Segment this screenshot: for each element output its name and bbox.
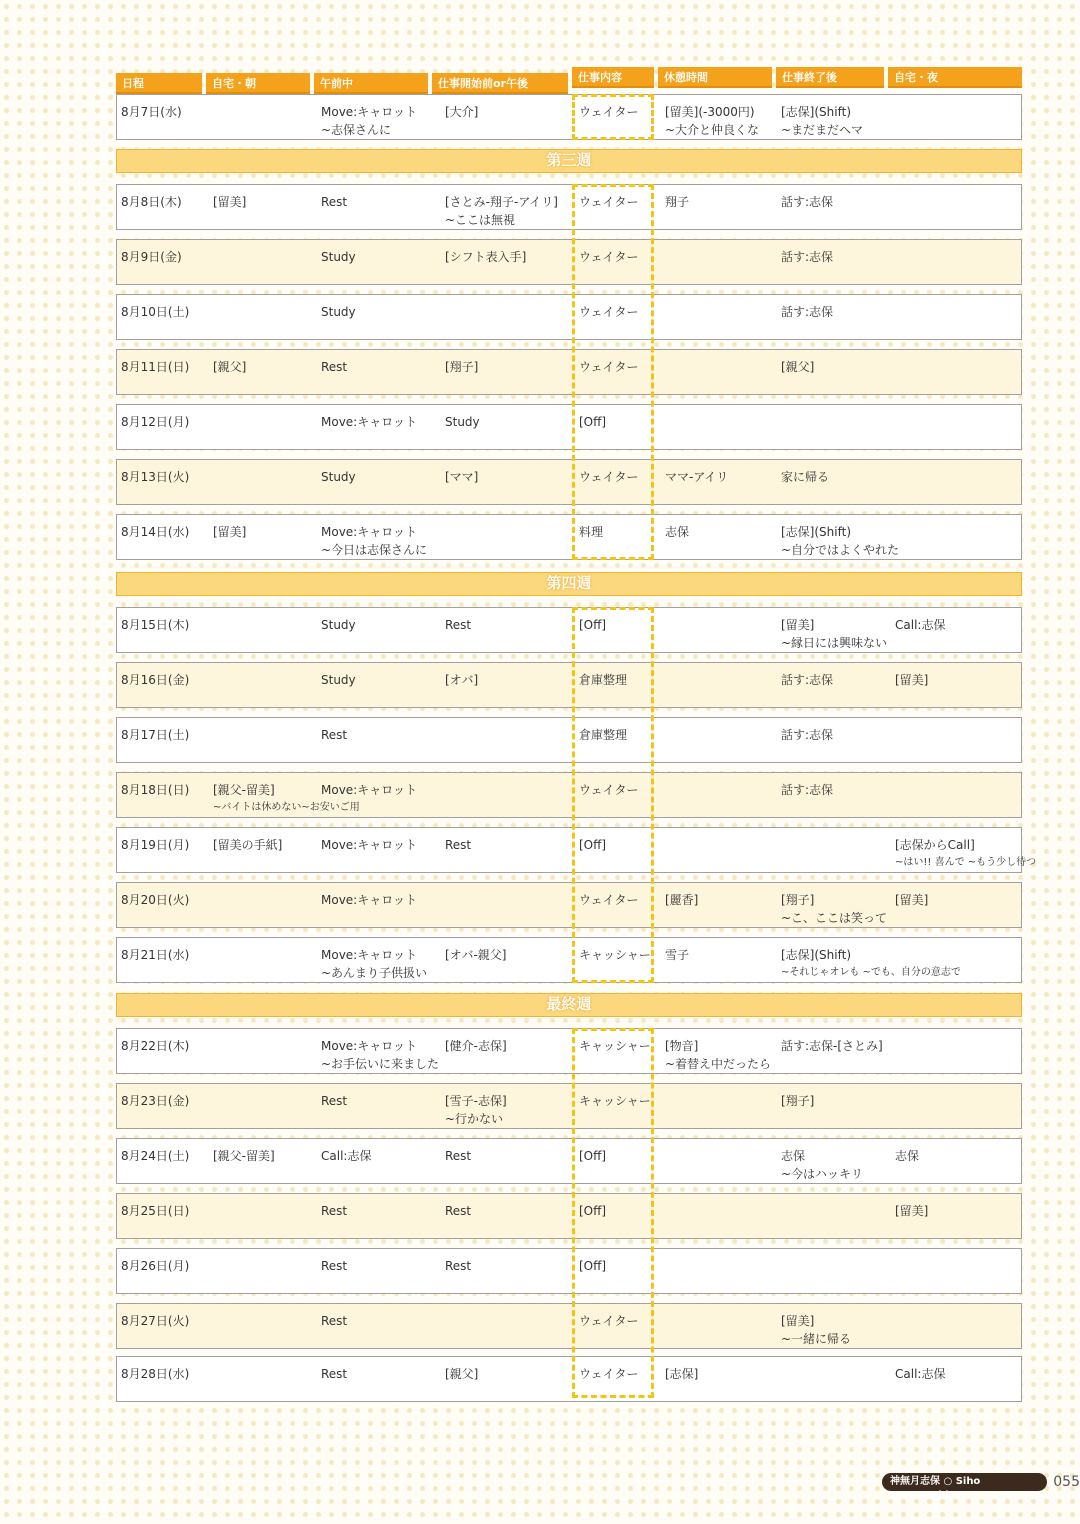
schedule-cell: 志保 <box>895 1149 920 1163</box>
schedule-cell: Rest <box>445 618 472 632</box>
schedule-cell: [翔子] <box>781 1094 815 1108</box>
schedule-row <box>116 1248 1022 1294</box>
schedule-cell: Rest <box>321 1314 348 1328</box>
schedule-cell: 話す:志保 <box>781 673 834 687</box>
schedule-cell: Move:キャロット <box>321 783 417 797</box>
schedule-cell: [留美] ~一緒に帰る <box>781 1314 852 1346</box>
schedule-cell: [Off] <box>579 1259 607 1273</box>
schedule-cell: 話す:志保 <box>781 195 834 209</box>
schedule-cell: [麗香] <box>665 893 699 907</box>
schedule-cell: [雪子-志保] ~行かない <box>445 1094 507 1126</box>
schedule-cell: 8月23日(金) <box>121 1094 190 1108</box>
schedule-cell: [志保](Shift) ~まだまだヘマ <box>781 105 864 137</box>
schedule-row <box>116 827 1037 873</box>
schedule-cell: Study <box>445 415 480 429</box>
schedule-cell: 話す:志保-[さとみ] <box>781 1039 883 1053</box>
schedule-cell: Rest <box>321 728 348 742</box>
schedule-cell: 8月26日(月) <box>121 1259 190 1273</box>
schedule-cell: Study <box>321 250 356 264</box>
schedule-cell: [留美](-3000円) ~大介と仲良くな <box>665 105 760 137</box>
schedule-cell: Move:キャロット <box>321 893 417 907</box>
schedule-cell: [Off] <box>579 1204 607 1218</box>
schedule-cell: ウェイター <box>579 195 639 209</box>
column-header: 日程 <box>116 73 202 94</box>
schedule-cell: [志保] <box>665 1367 699 1381</box>
schedule-row <box>116 717 1022 763</box>
schedule-cell: Rest <box>321 1367 348 1381</box>
schedule-cell: [志保からCall] ~はい!! 喜んで ~もう少し待つ <box>895 838 1037 868</box>
schedule-cell: Call:志保 <box>321 1149 372 1163</box>
schedule-cell: Rest <box>321 1259 348 1273</box>
page-footer <box>882 1473 1080 1501</box>
schedule-row <box>116 1083 1022 1129</box>
schedule-cell: 話す:志保 <box>781 783 834 797</box>
schedule-cell: [留美] <box>895 1204 929 1218</box>
schedule-cell: [オバ] <box>445 673 479 687</box>
schedule-cell: ウェイター <box>579 1314 639 1328</box>
schedule-cell: キャッシャー <box>579 948 651 962</box>
column-header: 休憩時間 <box>658 67 772 88</box>
schedule-cell: 8月14日(水) <box>121 525 190 539</box>
week-divider: 第四週 <box>116 572 1022 596</box>
work-column-highlight <box>572 184 654 560</box>
schedule-cell: 翔子 <box>665 195 690 209</box>
schedule-cell: [留美] <box>213 195 247 209</box>
schedule-cell: 雪子 <box>665 948 690 962</box>
schedule-row <box>116 184 1022 230</box>
schedule-cell: [親父-留美] ~バイトは休めない~お安いご用 <box>213 783 360 813</box>
schedule-cell: [翔子] ~こ、ここは笑って <box>781 893 888 925</box>
schedule-row <box>116 294 1022 340</box>
schedule-cell: 話す:志保 <box>781 728 834 742</box>
schedule-cell: ウェイター <box>579 360 639 374</box>
schedule-cell: Move:キャロット ~志保さんに <box>321 105 417 137</box>
schedule-cell: [親父-留美] <box>213 1149 275 1163</box>
schedule-row <box>116 1138 1022 1184</box>
character-name-badge: 神無月志保 ○ Siho Kannazuki <box>882 1473 1047 1491</box>
schedule-cell: ウェイター <box>579 105 639 119</box>
schedule-cell: [翔子] <box>445 360 479 374</box>
schedule-cell: [親父] <box>781 360 815 374</box>
schedule-cell: 話す:志保 <box>781 305 834 319</box>
schedule-cell: 8月28日(水) <box>121 1367 190 1381</box>
column-header: 自宅・夜 <box>888 67 1022 88</box>
schedule-cell: 話す:志保 <box>781 250 834 264</box>
schedule-cell: 8月19日(月) <box>121 838 190 852</box>
schedule-row <box>116 1193 1022 1239</box>
schedule-cell: 家に帰る <box>781 470 830 484</box>
schedule-cell: Study <box>321 470 356 484</box>
work-column-highlight <box>572 607 654 983</box>
schedule-cell: Rest <box>445 838 472 852</box>
schedule-cell: 8月18日(日) <box>121 783 190 797</box>
schedule-cell: [シフト表入手] <box>445 250 527 264</box>
page-number: 055 <box>1053 1474 1080 1490</box>
schedule-cell: Call:志保 <box>895 618 946 632</box>
schedule-cell: 8月27日(火) <box>121 1314 190 1328</box>
schedule-cell: [健介-志保] <box>445 1039 507 1053</box>
schedule-cell: 8月21日(水) <box>121 948 190 962</box>
schedule-cell: [Off] <box>579 838 607 852</box>
work-column-highlight <box>572 94 654 140</box>
schedule-cell: [留美] ~縁日には興味ない <box>781 618 888 650</box>
schedule-cell: ママ-アイリ <box>665 470 729 484</box>
schedule-cell: 8月24日(土) <box>121 1149 190 1163</box>
schedule-cell: 志保 <box>665 525 690 539</box>
schedule-cell: Move:キャロット <box>321 415 417 429</box>
schedule-cell: 8月10日(土) <box>121 305 190 319</box>
schedule-cell: [志保](Shift) ~自分ではよくやれた <box>781 525 900 557</box>
schedule-cell: 8月16日(金) <box>121 673 190 687</box>
schedule-row <box>116 239 1022 285</box>
column-header-bar <box>0 65 1080 93</box>
schedule-cell: Rest <box>445 1149 472 1163</box>
schedule-row <box>116 937 1022 983</box>
schedule-cell: Study <box>321 305 356 319</box>
schedule-cell: キャッシャー <box>579 1039 651 1053</box>
schedule-row <box>116 662 1022 708</box>
schedule-cell: [留美] <box>895 893 929 907</box>
schedule-cell: [Off] <box>579 415 607 429</box>
schedule-row <box>116 772 1022 818</box>
column-header: 仕事開始前or午後 <box>432 73 568 94</box>
schedule-cell: 料理 <box>579 525 604 539</box>
schedule-cell: ウェイター <box>579 783 639 797</box>
schedule-cell: Call:志保 <box>895 1367 946 1381</box>
schedule-cell: [物音] ~着替え中だったら <box>665 1039 772 1071</box>
work-column-highlight <box>572 1028 654 1398</box>
column-header: 仕事終了後 <box>776 67 884 88</box>
schedule-cell: [さとみ-翔子-アイリ] ~ここは無視 <box>445 195 558 227</box>
schedule-cell: 8月25日(日) <box>121 1204 190 1218</box>
schedule-cell: [Off] <box>579 1149 607 1163</box>
schedule-cell: ウェイター <box>579 470 639 484</box>
schedule-row <box>116 514 1022 560</box>
schedule-cell: ウェイター <box>579 250 639 264</box>
schedule-cell: [オバ-親父] <box>445 948 507 962</box>
schedule-cell: Rest <box>321 1094 348 1108</box>
schedule-row <box>116 607 1022 653</box>
schedule-cell: Rest <box>321 1204 348 1218</box>
schedule-cell: 8月9日(金) <box>121 250 182 264</box>
week-divider: 第三週 <box>116 149 1022 173</box>
schedule-cell: Move:キャロット ~今日は志保さんに <box>321 525 428 557</box>
schedule-cell: [親父] <box>213 360 247 374</box>
schedule-cell: 8月8日(木) <box>121 195 182 209</box>
schedule-cell: 志保 ~今はハッキリ <box>781 1149 864 1181</box>
schedule-cell: [志保](Shift) ~それじゃオレも ~でも、自分の意志で <box>781 948 961 978</box>
schedule-cell: [留美] <box>895 673 929 687</box>
schedule-cell: Rest <box>321 360 348 374</box>
schedule-cell: 8月13日(火) <box>121 470 190 484</box>
schedule-cell: Move:キャロット <box>321 838 417 852</box>
schedule-cell: [親父] <box>445 1367 479 1381</box>
week-divider: 最終週 <box>116 993 1022 1017</box>
schedule-cell: 8月20日(火) <box>121 893 190 907</box>
schedule-cell: 倉庫整理 <box>579 673 628 687</box>
schedule-cell: ウェイター <box>579 893 639 907</box>
schedule-cell: 8月11日(日) <box>121 360 190 374</box>
schedule-cell: Move:キャロット ~あんまり子供扱い <box>321 948 428 980</box>
schedule-cell: 8月15日(木) <box>121 618 190 632</box>
schedule-cell: キャッシャー <box>579 1094 651 1108</box>
column-header: 自宅・朝 <box>206 73 310 94</box>
schedule-row <box>116 404 1022 450</box>
schedule-cell: [ママ] <box>445 470 479 484</box>
schedule-cell: 8月22日(木) <box>121 1039 190 1053</box>
schedule-row <box>116 349 1022 395</box>
schedule-cell: 8月12日(月) <box>121 415 190 429</box>
schedule-cell: Study <box>321 618 356 632</box>
schedule-cell: 倉庫整理 <box>579 728 628 742</box>
schedule-cell: Study <box>321 673 356 687</box>
schedule-row <box>116 882 1022 928</box>
schedule-row <box>116 94 1022 140</box>
column-header: 仕事内容 <box>572 67 654 88</box>
schedule-row <box>116 459 1022 505</box>
schedule-cell: [大介] <box>445 105 479 119</box>
schedule-cell: Move:キャロット ~お手伝いに来ました <box>321 1039 440 1071</box>
schedule-cell: ウェイター <box>579 1367 639 1381</box>
schedule-cell: Rest <box>445 1204 472 1218</box>
schedule-cell: Rest <box>445 1259 472 1273</box>
schedule-cell: 8月17日(土) <box>121 728 190 742</box>
schedule-cell: Rest <box>321 195 348 209</box>
schedule-row <box>116 1356 1022 1402</box>
schedule-row <box>116 1303 1022 1349</box>
schedule-cell: [留美の手紙] <box>213 838 283 852</box>
column-header: 午前中 <box>314 73 428 94</box>
schedule-cell: [Off] <box>579 618 607 632</box>
schedule-cell: ウェイター <box>579 305 639 319</box>
schedule-row <box>116 1028 1022 1074</box>
schedule-cell: [留美] <box>213 525 247 539</box>
schedule-cell: 8月7日(水) <box>121 105 182 119</box>
